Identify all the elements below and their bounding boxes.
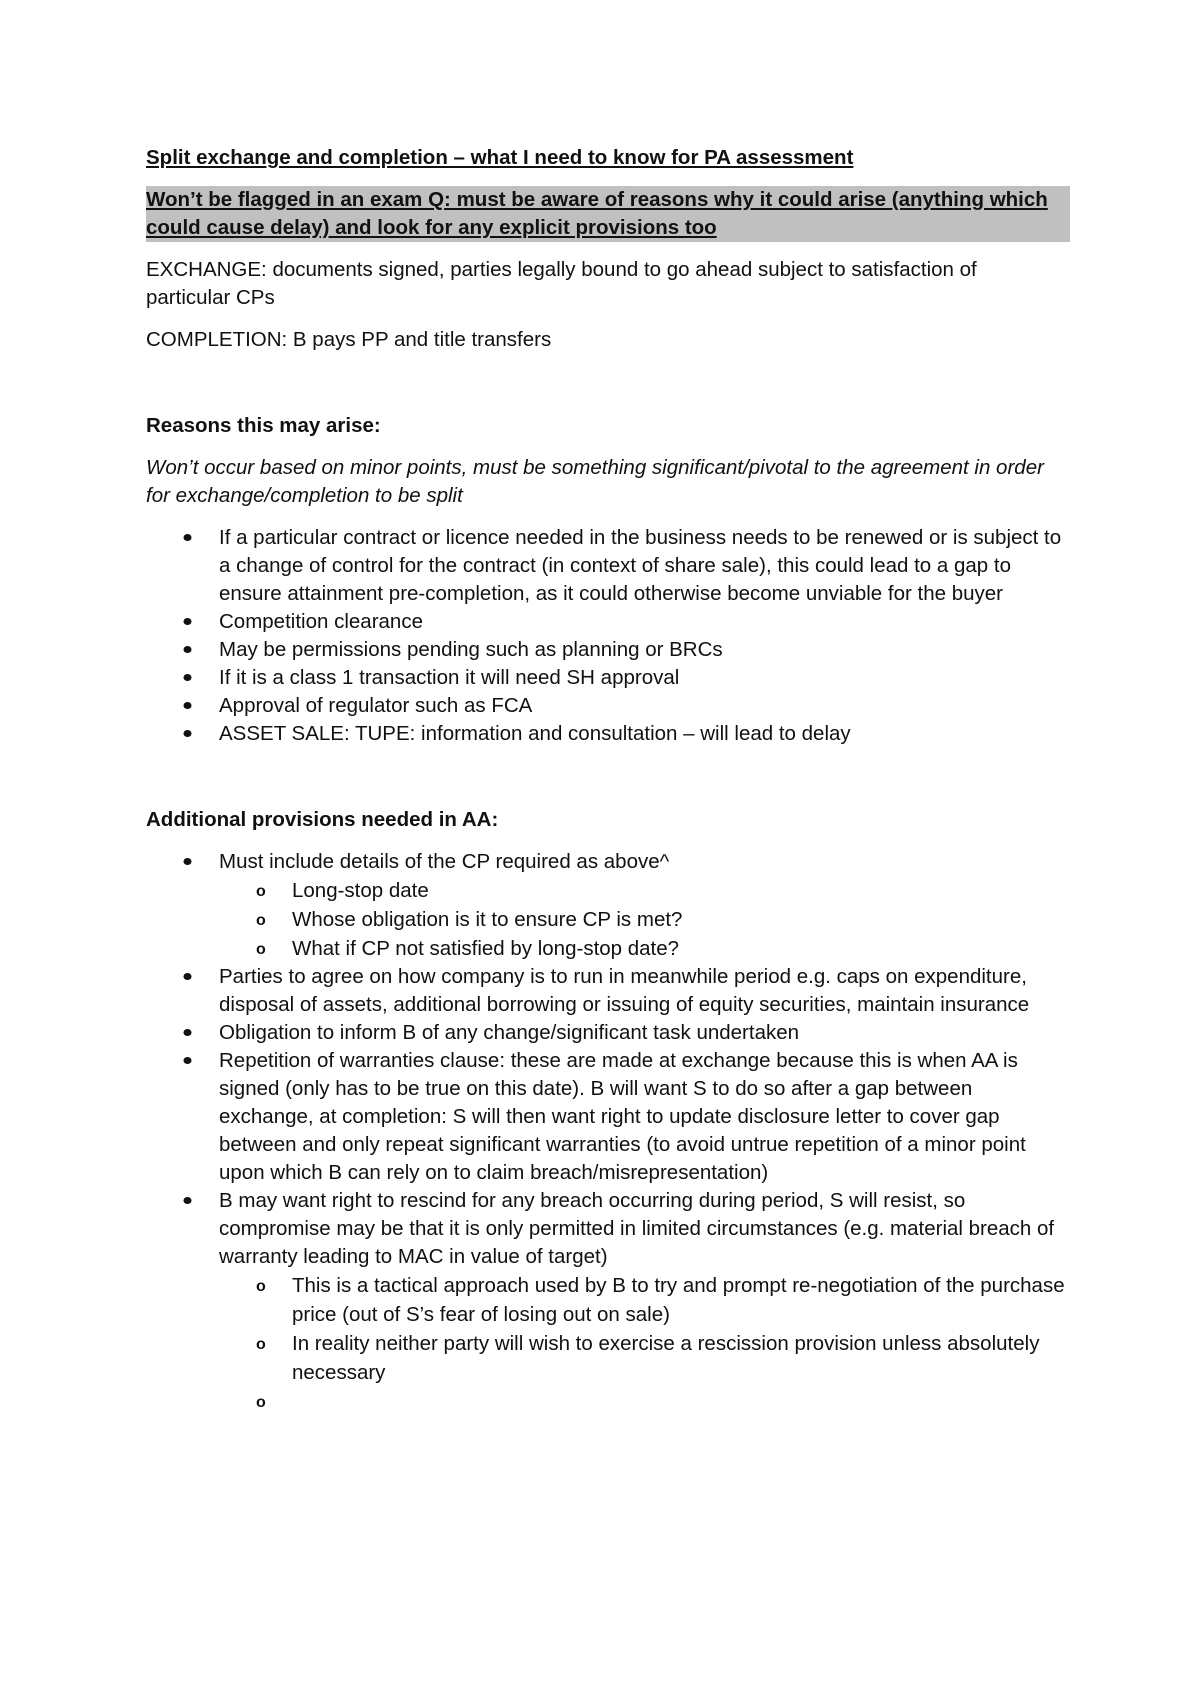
document-title: Split exchange and completion – what I need to know for PA assessment bbox=[146, 146, 854, 169]
list-item: Competition clearance bbox=[146, 608, 1066, 636]
list-item: Repetition of warranties clause: these are made at exchange because this is when AA is signed (only has to be true on this date). B will want S to do so after a gap between exchange, at completion: S will then want right to update disclosure letter to cover gap between and only repeat significant warranties (to avoid untrue repetition of a minor point upon which B can rely on to claim breach/misrepresentation) bbox=[146, 1047, 1066, 1187]
reasons-note: Won’t occur based on minor points, must be something significant/pivotal to the agreement in order for exchange/completion to be split bbox=[146, 456, 1044, 507]
sub-list-item: o Whose obligation is it to ensure CP is met? bbox=[146, 905, 1066, 934]
document-body bbox=[146, 144, 1066, 1416]
list-item: Parties to agree on how company is to run in meanwhile period e.g. caps on expenditure, disposal of assets, additional borrowing or issuing of equity securities, maintain insurance bbox=[146, 963, 1066, 1019]
list-item: If a particular contract or licence needed in the business needs to be renewed or is subject to a change of control for the contract (in context of share sale), this could lead to a gap to ensure attainment pre-completion, as it could otherwise become unviable for the buyer bbox=[146, 524, 1066, 608]
provisions-heading: Additional provisions needed in AA: bbox=[146, 808, 499, 831]
sub-list-item bbox=[146, 1387, 1066, 1416]
list-item-text: B may want right to rescind for any breach occurring during period, S will resist, so compromise may be that it is only permitted in limited circumstances (e.g. material breach of warranty leading to MAC in value of target) bbox=[219, 1189, 1055, 1268]
list-item bbox=[146, 1187, 1066, 1416]
exchange-definition: EXCHANGE: documents signed, parties legally bound to go ahead subject to satisfaction of particular CPs bbox=[146, 258, 977, 309]
reasons-heading: Reasons this may arise: bbox=[146, 414, 381, 437]
sub-list bbox=[219, 1271, 1066, 1416]
list-item: If it is a class 1 transaction it will need SH approval bbox=[146, 664, 1066, 692]
sub-list bbox=[219, 876, 1066, 963]
list-item: May be permissions pending such as planning or BRCs bbox=[146, 636, 1066, 664]
sub-list-item: o What if CP not satisfied by long-stop date? bbox=[146, 934, 1066, 963]
list-item-text: Must include details of the CP required as above^ bbox=[219, 850, 670, 873]
highlighted-note: Won’t be flagged in an exam Q: must be aware of reasons why it could arise (anything which could cause delay) and look for any explicit provisions too bbox=[146, 186, 1070, 242]
list-item: Approval of regulator such as FCA bbox=[146, 692, 1066, 720]
list-item bbox=[146, 848, 1066, 963]
reasons-list bbox=[146, 524, 1066, 748]
sub-list-item: o In reality neither party will wish to exercise a rescission provision unless absolutely necessary bbox=[146, 1329, 1066, 1387]
sub-list-item: o Long-stop date bbox=[146, 876, 1066, 905]
completion-definition: COMPLETION: B pays PP and title transfers bbox=[146, 328, 552, 351]
provisions-list bbox=[146, 848, 1066, 1416]
list-item: Obligation to inform B of any change/significant task undertaken bbox=[146, 1019, 1066, 1047]
list-item: ASSET SALE: TUPE: information and consultation – will lead to delay bbox=[146, 720, 1066, 748]
sub-list-item: o This is a tactical approach used by B to try and prompt re-negotiation of the purchase price (out of S’s fear of losing out on sale) bbox=[146, 1271, 1066, 1329]
